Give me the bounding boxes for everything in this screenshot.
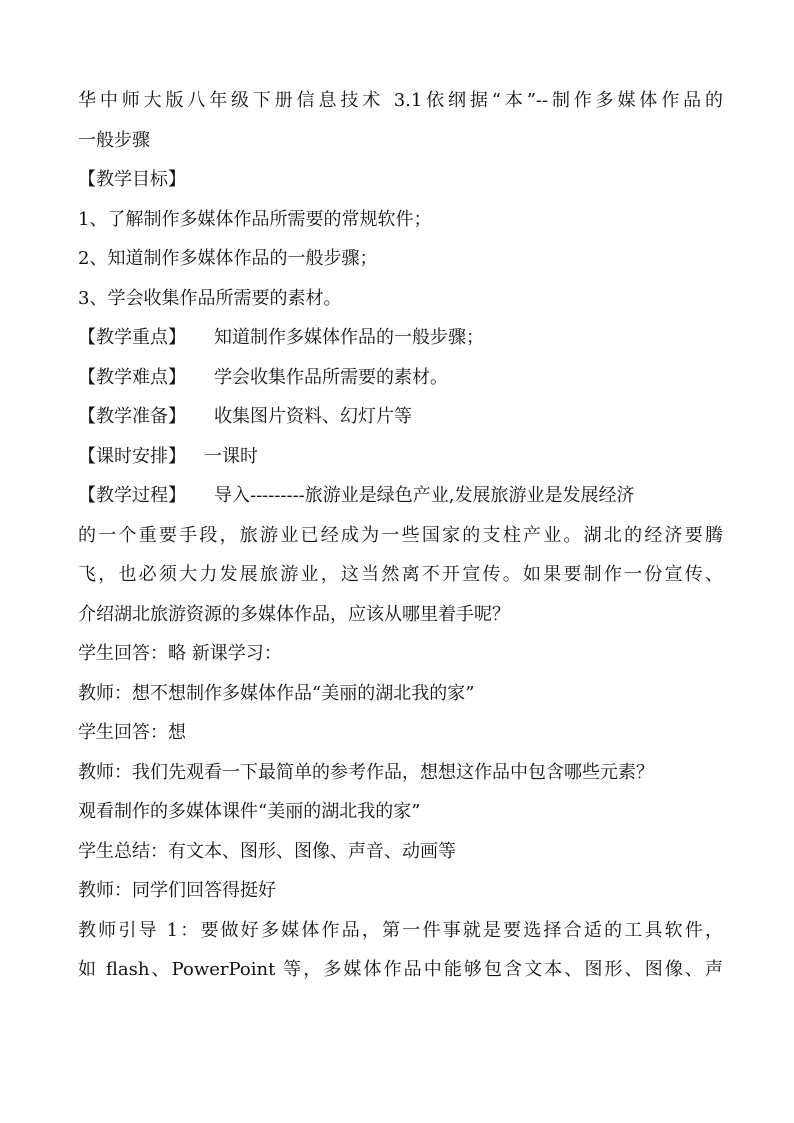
key-point-label: 【教学重点】 [78,327,186,348]
difficulty-row [78,358,723,398]
process-text-line-4: 介绍湖北旅游资源的多媒体作品，应该从哪里着手呢？ [78,603,510,625]
objective-item-3: 3、学会收集作品所需要的素材。 [78,287,342,309]
key-point-row [78,318,723,358]
difficulty-text: 学会收集作品所需要的素材。 [214,366,448,388]
process-text-line-2: 的一个重要手段，旅游业已经成为一些国家的支柱产业。湖北的经济要腾 [78,524,723,546]
process-label: 【教学过程】 [78,485,186,506]
schedule-row [78,437,723,477]
process-row [78,476,723,516]
schedule-label: 【课时安排】 [78,445,186,467]
preparation-row [78,397,723,437]
process-text-line-3: 飞，也必须大力发展旅游业，这当然离不开宣传。如果要制作一份宣传、 [78,564,723,585]
preparation-label: 【教学准备】 [78,406,186,427]
process-text-line-1: 导入---------旅游业是绿色产业,发展旅游业是发展经济 [214,485,635,506]
difficulty-label: 【教学难点】 [78,366,186,388]
objective-item-2: 2、知道制作多媒体作品的一般步骤； [78,248,378,269]
dialogue-line-6: 学生总结：有文本、图形、图像、声音、动画等 [78,840,456,862]
key-point-text: 知道制作多媒体作品的一般步骤； [214,327,484,348]
document-body [78,81,723,990]
dialogue-line-7: 教师：同学们回答得挺好 [78,880,276,901]
guide-line-1: 教师引导 1：要做好多媒体作品，第一件事就是要选择合适的工具软件， [78,919,723,941]
dialogue-line-5: 观看制作的多媒体课件“美丽的湖北我的家” [78,801,421,822]
guide-line-2: 如 flash、PowerPoint 等，多媒体作品中能够包含文本、图形、图像、声 [78,959,723,980]
document-title-line-2: 一般步骤 [78,129,150,151]
objectives-heading: 【教学目标】 [78,169,186,190]
dialogue-line-3: 学生回答：想 [78,722,186,743]
dialogue-line-2: 教师：想不想制作多媒体作品“美丽的湖北我的家” [78,682,475,704]
document-title-line-1: 华中师大版八年级下册信息技术 3.1依纲据“本”--制作多媒体作品的 [78,90,723,111]
schedule-text: 一课时 [204,445,258,467]
dialogue-line-1: 学生回答：略 新课学习： [78,643,282,664]
preparation-text: 收集图片资料、幻灯片等 [214,406,412,427]
dialogue-line-4: 教师：我们先观看一下最简单的参考作品，想想这作品中包含哪些元素？ [78,761,654,783]
objective-item-1: 1、了解制作多媒体作品所需要的常规软件； [78,208,432,230]
